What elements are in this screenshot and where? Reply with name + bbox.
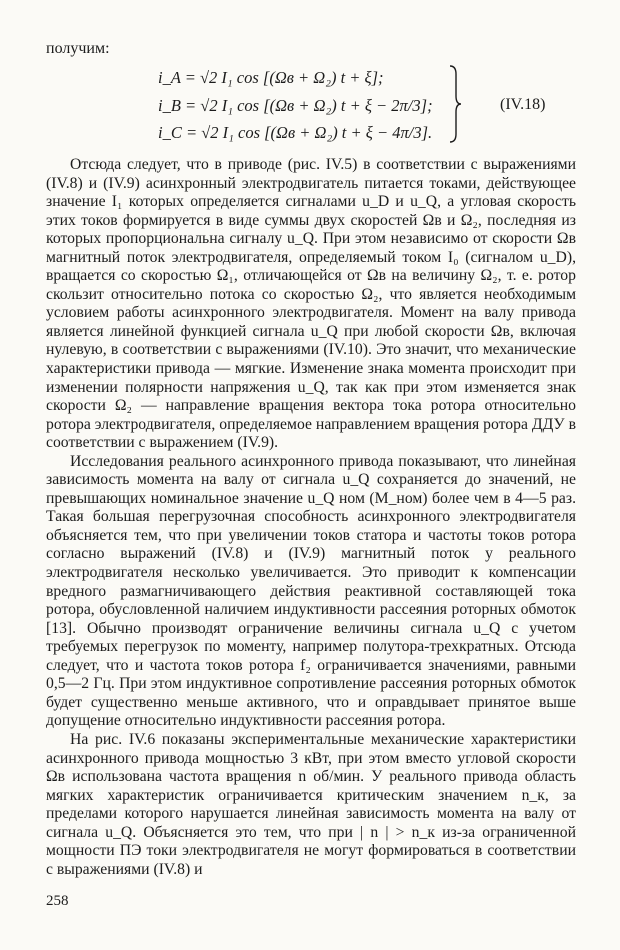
- right-brace-icon: [448, 64, 462, 144]
- body-text: [46, 156, 576, 879]
- paragraph: Отсюда следует, что в приводе (рис. IV.5) в соответствии с выражениями (IV.8) и (IV.9) асинхронный электродвигатель питается токами, действующее значение I₁ которых определяется сигналами u_D и u_Q, а угловая скорость этих токов формируется в виде суммы двух скоростей Ωв и Ω₂, последняя из которых пропорциональна сигналу u_Q. При этом независимо от скорости Ωв магнитный поток электродвигателя, определяемый током I₀ (сигналом u_D), вращается со скоростью Ω₁, отличающейся от Ωв на величину Ω₂, т. е. ротор скользит относительно потока со скоростью Ω₂, что является необходимым условием работы асинхронного электродвигателя. Момент на валу привода является линейной функцией сигнала u_Q при любой скорости Ωв, включая нулевую, в соответствии с выражениями (IV.10). Это значит, что механические характеристики привода — мягкие. Изменение знака момента происходит при изменении полярности напряжения u_Q, так как при этом изменяется знак скорости Ω₂ — направление вращения вектора тока ротора относительно ротора электродвигателя, определяемое направлением вращения ротора ДДУ в соответствии с выражением (IV.9).: [46, 156, 576, 452]
- paragraph: Исследования реального асинхронного привода показывают, что линейная зависимость момента на валу от сигнала u_Q сохраняется до значений, не превышающих номинальное значение u_Q ном (M_ном) более чем в 4—5 раз. Такая большая перегрузочная способность асинхронного электродвигателя объясняется тем, что при увеличении токов статора и частоты токов ротора согласно выражений (IV.8) и (IV.9) магнитный поток у реального электродвигателя несколько увеличивается. Это приводит к компенсации вредного размагничивающего действия реактивной составляющей тока ротора, обусловленной наличием индуктивности рассеяния роторных обмоток [13]. Обычно производят ограничение величины сигнала u_Q с учетом требуемых перегрузок по моменту, например полутора-трехкратных. Отсюда следует, что и частота токов ротора f₂ ограничивается значениями, равными 0,5—2 Гц. При этом индуктивное сопротивление рассеяния роторных обмоток будет существенно меньше активного, что и оправдывает принятое выше допущение относительно индуктивности рассеяния ротора.: [46, 452, 576, 730]
- equation-ia: i_A = √2 I₁ cos [(Ωв + Ω₂) t + ξ];: [158, 68, 384, 87]
- equation-ic: i_C = √2 I₁ cos [(Ωв + Ω₂) t + ξ − 4π/3].: [158, 123, 433, 142]
- page-number: 258: [46, 893, 69, 909]
- equation-number: (IV.18): [500, 96, 546, 113]
- paragraph: На рис. IV.6 показаны экспериментальные механические характеристики асинхронного привода мощностью 3 кВт, при этом вместо угловой скорости Ωв использована частота вращения n об/мин. У реального привода область мягких характеристик ограничивается критическим значением n_к, за пределами которого нарушается линейная зависимость момента на валу от сигнала u_Q. Объясняется это тем, что при | n | > n_к из-за ограниченной мощности ПЭ токи электродвигателя не могут формироваться в соответствии с выражениями (IV.8) и: [46, 730, 576, 878]
- equation-ib: i_B = √2 I₁ cos [(Ωв + Ω₂) t + ξ − 2π/3];: [158, 96, 433, 115]
- intro-text: получим:: [46, 40, 110, 57]
